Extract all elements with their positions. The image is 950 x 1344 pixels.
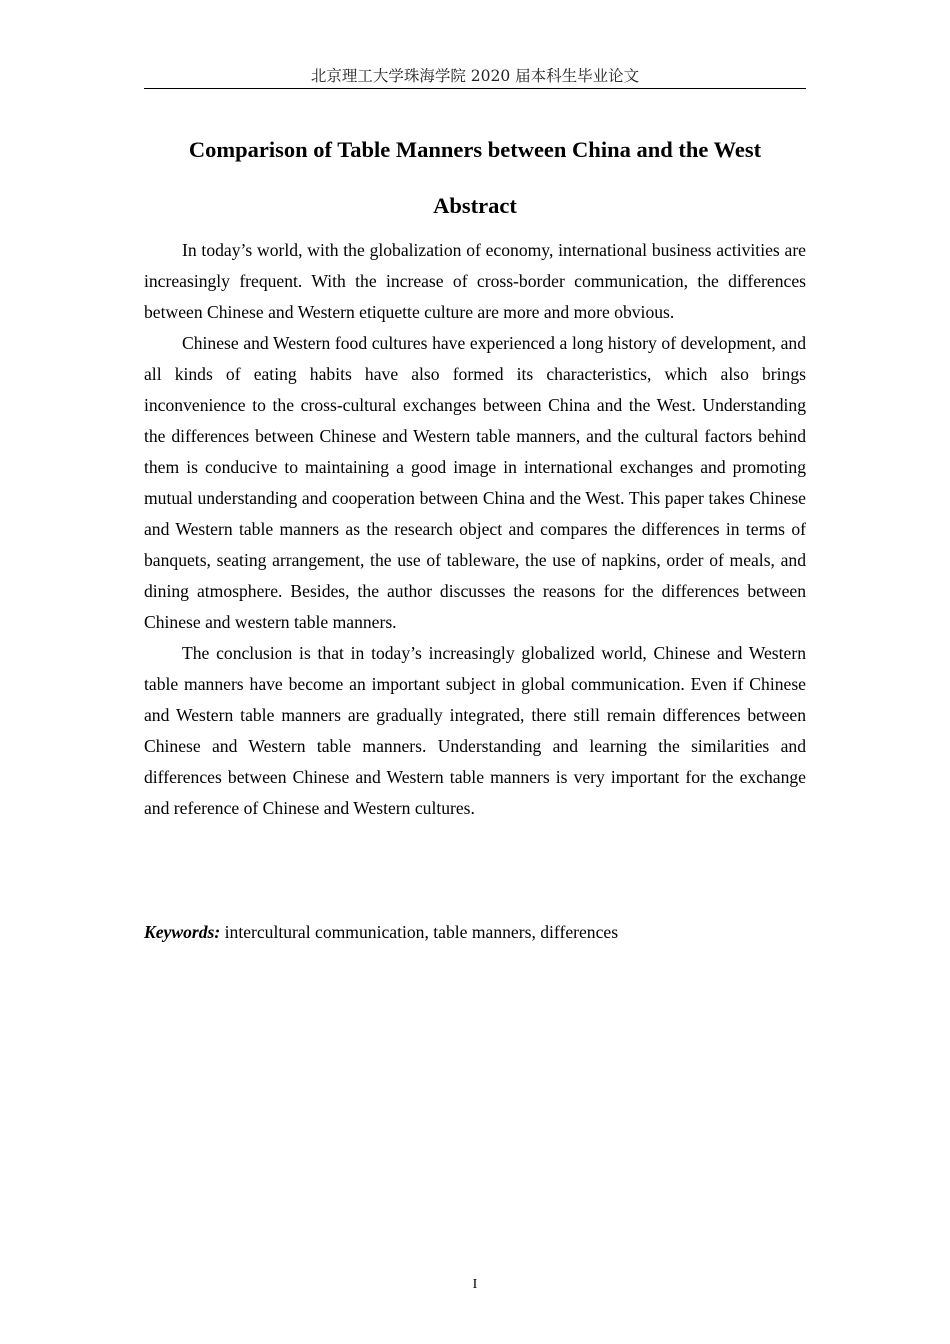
keywords-text: intercultural communication, table manners, differences <box>220 922 619 942</box>
abstract-paragraph-3: The conclusion is that in today’s increasingly globalized world, Chinese and Western table manners have become an important subject in global communication. Even if Chinese and Western table manners are gradually integrated, there still remain differences between Chinese and Western table manners. Understanding and learning the similarities and differences between Chinese and Western table manners is very important for the exchange and reference of Chinese and Western cultures. <box>144 643 806 818</box>
abstract-heading: Abstract <box>433 193 517 218</box>
keywords-label: Keywords: <box>144 922 221 942</box>
page-number: I <box>472 1277 478 1292</box>
running-header: 北京理工大学珠海学院 2020 届本科生毕业论文 <box>310 67 640 85</box>
paper-title: Comparison of Table Manners between China and the West <box>188 137 762 162</box>
header-rule <box>144 88 806 89</box>
abstract-paragraph-2: Chinese and Western food cultures have experienced a long history of development, and all kinds of eating habits have also formed its characteristics, which also brings inconvenience to the cross-cultural exchanges between China and the West. Understanding the differences between Chinese and Western table manners, and the cultural factors behind them is conducive to maintaining a good image in international exchanges and promoting mutual understanding and cooperation between China and the West. This paper takes Chinese and Western table manners as the research object and compares the differences in terms of banquets, seating arrangement, the use of tableware, the use of napkins, order of meals, and dining atmosphere. Besides, the author discusses the reasons for the differences between Chinese and western table manners. <box>144 333 806 632</box>
keywords-line <box>144 917 806 948</box>
abstract-paragraph-1: In today’s world, with the globalization of economy, international business activities are increasingly frequent. With the increase of cross-border communication, the differences between Chinese and Western etiquette culture are more and more obvious. <box>144 240 806 322</box>
abstract-body <box>144 235 806 824</box>
